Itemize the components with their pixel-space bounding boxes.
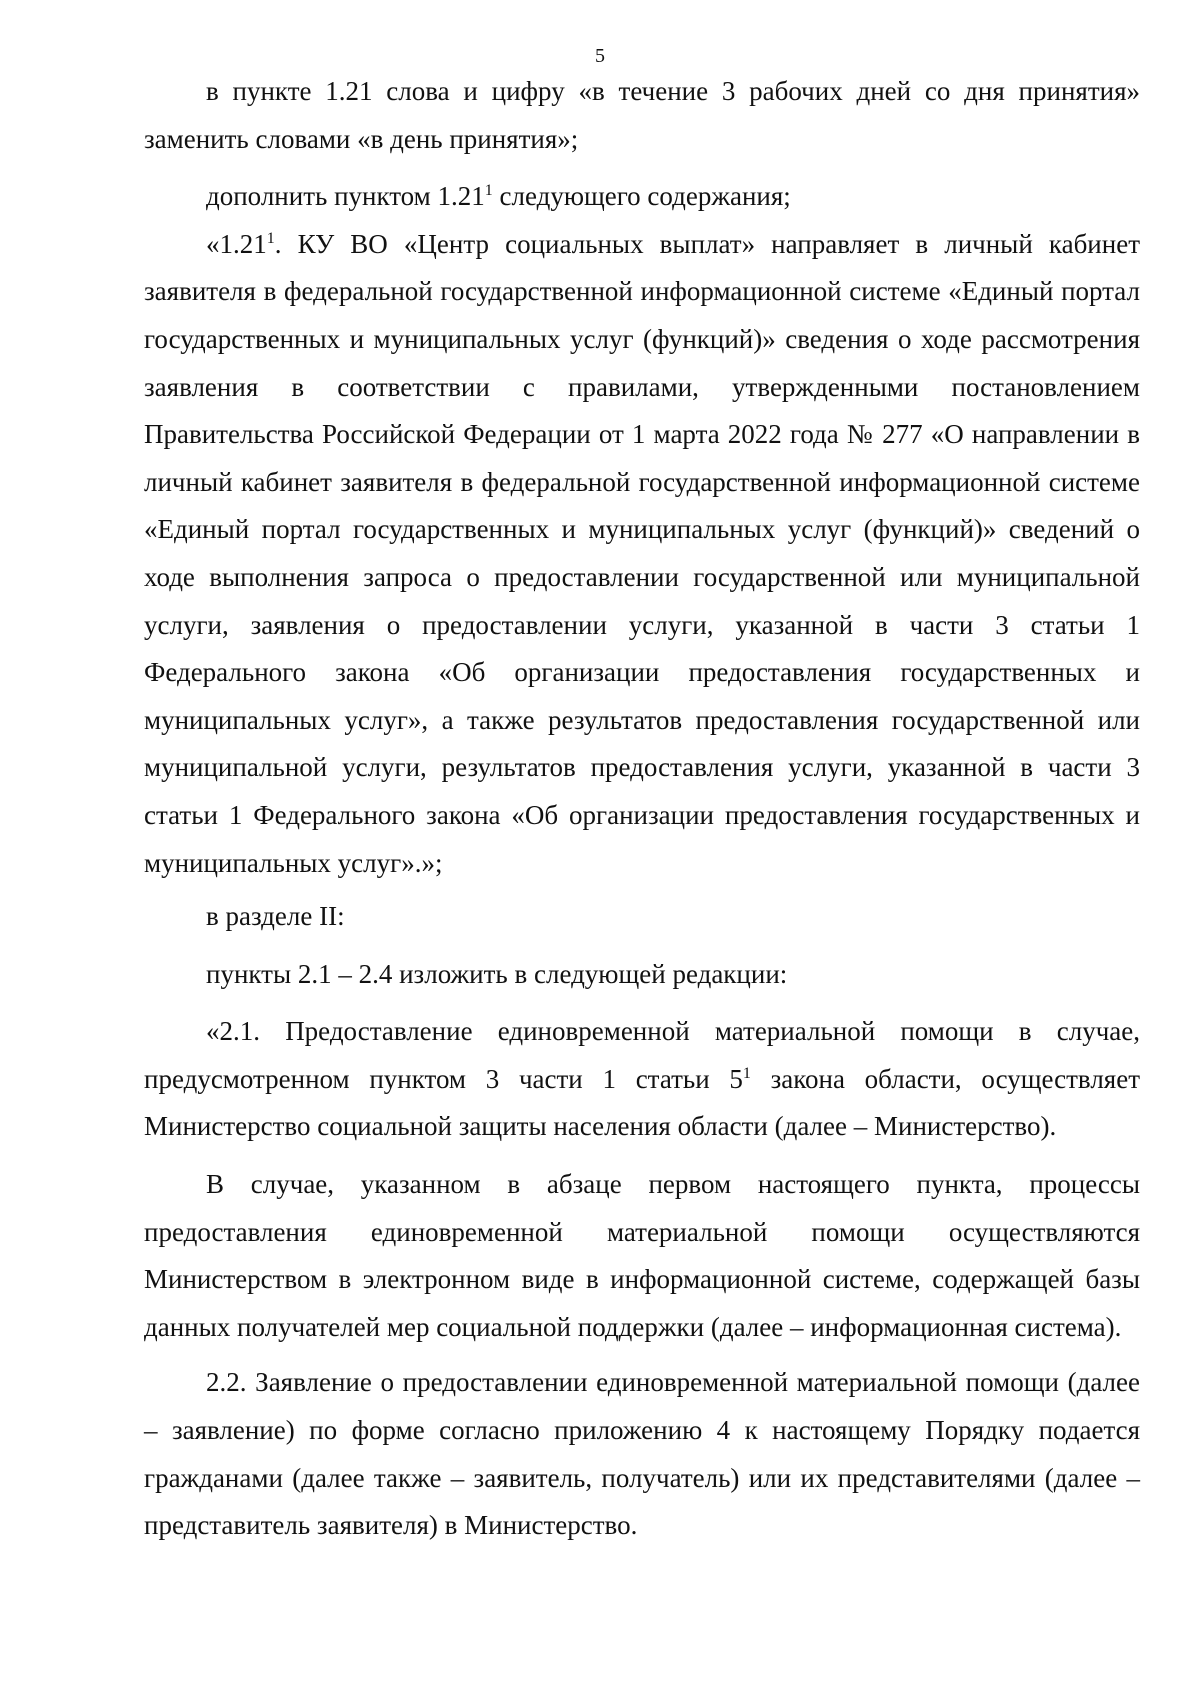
paragraph-point-2-1-second: В случае, указанном в абзаце первом настоящего пункта, процессы предоставления единовременной материальной помощи осуществляются Министерством в электронном виде в информационной системе, содержащей базы данных получателей мер социальной поддержки (далее – информационная система). (144, 1169, 1140, 1342)
paragraph-add-point-tail: следующего содержания; (492, 181, 791, 212)
superscript-index: 1 (742, 1064, 751, 1082)
paragraph-point-1-21-1-lead: «1.21 (206, 228, 267, 259)
paragraph-points-2-1-2-4: пункты 2.1 – 2.4 изложить в следующей редакции: (206, 958, 788, 989)
document-body (144, 68, 1140, 1550)
paragraph-add-point-text: дополнить пунктом 1.21 (206, 181, 485, 212)
paragraph-point-2-1-tail: закона области, осуществляет Министерство социальной защиты населения области (далее – Министерство). (144, 1063, 1140, 1142)
paragraph-section-ii: в разделе II: (206, 901, 345, 932)
paragraph-point-1-21-1 (144, 221, 1140, 887)
page-number: 5 (595, 45, 605, 67)
paragraph-point-2-1 (144, 1008, 1140, 1151)
paragraph-point-2-1-lead: «2.1. Предоставление единовременной материальной помощи в случае, предусмотренном пунктом 3 части 1 статьи 5 (144, 1016, 1140, 1094)
superscript-index: 1 (484, 182, 493, 200)
paragraph-point-2-2: 2.2. Заявление о предоставлении единовременной материальной помощи (далее – заявление) по форме согласно приложению 4 к настоящему Порядку подается гражданами (далее также – заявитель, получатель) или их представителями (далее – представитель заявителя) в Министерство. (144, 1367, 1140, 1541)
paragraph-point-1-21-1-text: . КУ ВО «Центр социальных выплат» направляет в личный кабинет заявителя в федеральной государственной информационной системе «Единый портал государственных и муниципальных услуг (функций)» сведения о ходе рассмотрения заявления в соответствии с правилами, утвержденными постановлением Правительства Российской Федерации от 1 марта 2022 года № 277 «О направлении в личный кабинет заявителя в федеральной государственной информационной системе «Единый портал государственных и муниципальных услуг (функций)» сведений о ходе выполнения запроса о предоставлении государственной или муниципальной услуги, заявления о предоставлении услуги, указанной в части 3 статьи 1 Федерального закона «Об организации предоставления государственных и муниципальных услуг», а также результатов предоставления государственной или муниципальной услуги, результатов предоставления услуги, указанной в части 3 статьи 1 Федерального закона «Об организации предоставления государственных и муниципальных услуг».»; (144, 228, 1140, 878)
superscript-index: 1 (266, 229, 275, 247)
paragraph-amend-1-21: в пункте 1.21 слова и цифру «в течение 3 рабочих дней со дня принятия» заменить словами «в день принятия»; (144, 76, 1140, 154)
paragraph-add-point (144, 173, 1140, 221)
